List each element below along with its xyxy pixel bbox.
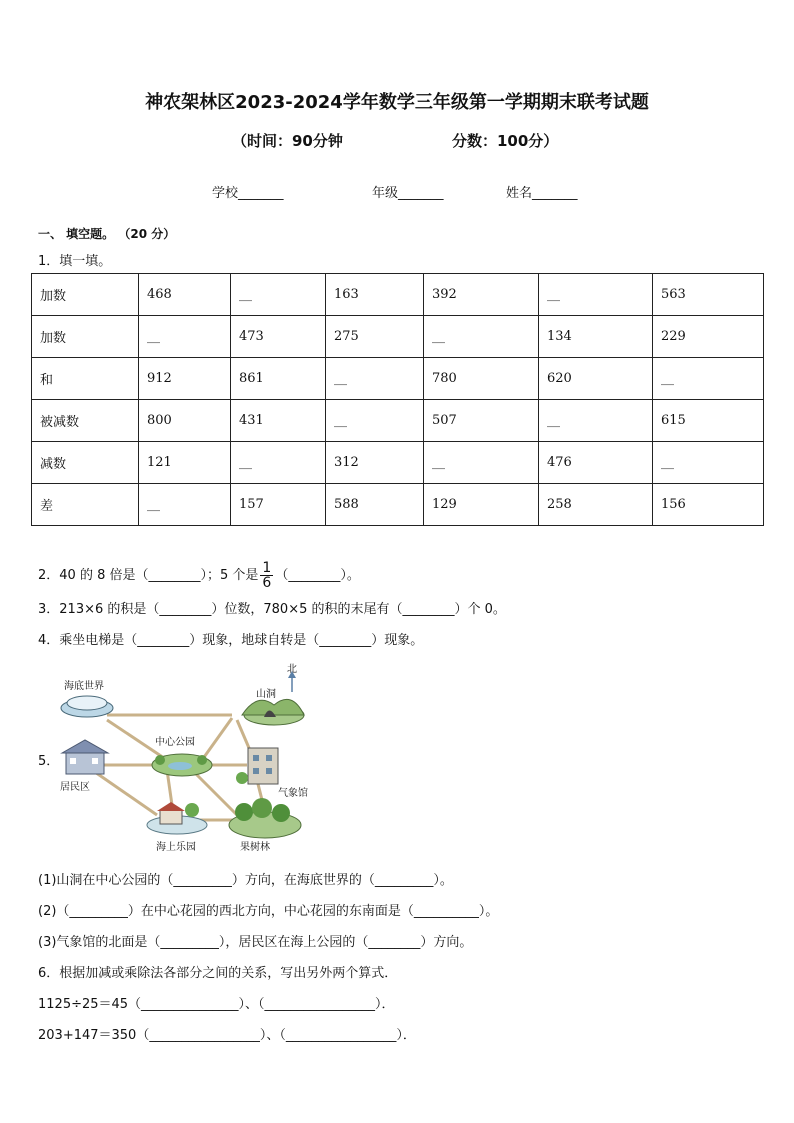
question-3: 3．213×6 的积是（________）位数，780×5 的积的末尾有（________）个 0。 — [38, 602, 506, 617]
table-blank-cell[interactable]: __ — [231, 274, 326, 316]
table-blank-cell[interactable]: __ — [139, 316, 231, 358]
table-cell: 163 — [326, 274, 424, 316]
label-weather-station: 气象馆 — [278, 788, 308, 799]
table-cell: 473 — [231, 316, 326, 358]
table-row-header: 差 — [32, 484, 139, 526]
exam-time: （时间：90分钟 — [232, 132, 343, 150]
residential-icon — [62, 740, 108, 774]
table-blank-cell[interactable]: __ — [539, 274, 653, 316]
table-row-header: 减数 — [32, 442, 139, 484]
table-blank-cell[interactable]: __ — [424, 442, 539, 484]
table-cell: 780 — [424, 358, 539, 400]
table-blank-cell[interactable]: __ — [539, 400, 653, 442]
table-blank-cell[interactable]: __ — [139, 484, 231, 526]
table-cell: 468 — [139, 274, 231, 316]
table-blank-cell[interactable]: __ — [326, 358, 424, 400]
label-residential: 居民区 — [60, 782, 90, 793]
question-2-part2: （________）。 — [275, 568, 360, 583]
table-blank-cell[interactable]: __ — [653, 442, 764, 484]
fill-table — [31, 273, 764, 526]
question-5-sub-3: (3)气象馆的北面是（_________），居民区在海上公园的（________）方向。 — [38, 935, 473, 950]
table-row-header: 被减数 — [32, 400, 139, 442]
label-sea-park: 海上乐园 — [156, 842, 196, 853]
label-cave: 山洞 — [256, 689, 276, 700]
grade-field[interactable]: 年级_______ — [372, 186, 444, 201]
table-cell: 392 — [424, 274, 539, 316]
table-row — [32, 316, 764, 358]
label-ocean-world: 海底世界 — [64, 681, 104, 692]
table-row — [32, 358, 764, 400]
table-row-header: 和 — [32, 358, 139, 400]
table-cell: 476 — [539, 442, 653, 484]
label-orchard: 果树林 — [240, 842, 270, 853]
table-cell: 431 — [231, 400, 326, 442]
table-cell: 912 — [139, 358, 231, 400]
question-2-part1: 2．40 的 8 倍是（________）；5 个是 — [38, 568, 259, 583]
table-cell: 620 — [539, 358, 653, 400]
question-2 — [38, 561, 360, 590]
table-cell: 615 — [653, 400, 764, 442]
label-north: 北 — [287, 664, 297, 675]
table-cell: 229 — [653, 316, 764, 358]
table-cell: 312 — [326, 442, 424, 484]
table-row — [32, 400, 764, 442]
question-1-text: 1．填一填。 — [38, 254, 112, 269]
question-6-line-2: 203+147＝350（_________________）、（_________________）． — [38, 1028, 416, 1043]
section-heading: 一、 填空题。 （20 分） — [38, 227, 176, 241]
table-cell: 563 — [653, 274, 764, 316]
label-central-park: 中心公园 — [155, 737, 195, 748]
question-6-line-1: 1125÷25＝45（_______________）、（_________________）． — [38, 997, 395, 1012]
table-blank-cell[interactable]: __ — [326, 400, 424, 442]
table-cell: 121 — [139, 442, 231, 484]
table-row — [32, 484, 764, 526]
table-row — [32, 442, 764, 484]
table-cell: 156 — [653, 484, 764, 526]
fraction-denominator: 6 — [262, 575, 272, 591]
table-cell: 258 — [539, 484, 653, 526]
table-cell: 275 — [326, 316, 424, 358]
fraction — [260, 561, 273, 590]
sea-park-icon — [147, 802, 207, 834]
question-5-sub-1: (1)山洞在中心公园的（_________）方向，在海底世界的（_________）。 — [38, 873, 453, 888]
table-cell: 129 — [424, 484, 539, 526]
name-field[interactable]: 姓名_______ — [506, 186, 578, 201]
question-5-number: 5． — [38, 754, 60, 769]
school-field[interactable]: 学校_______ — [212, 186, 284, 201]
table-cell: 507 — [424, 400, 539, 442]
table-cell: 800 — [139, 400, 231, 442]
table-blank-cell[interactable]: __ — [424, 316, 539, 358]
ocean-world-icon — [61, 696, 113, 717]
cave-icon — [242, 699, 304, 725]
table-cell: 157 — [231, 484, 326, 526]
page-title: 神农架林区2023-2024学年数学三年级第一学期期末联考试题 — [145, 92, 649, 113]
exam-score: 分数：100分） — [452, 132, 559, 150]
question-5-sub-2: (2)（_________）在中心花园的西北方向，中心花园的东南面是（__________）。 — [38, 904, 499, 919]
table-row-header: 加数 — [32, 274, 139, 316]
table-cell: 588 — [326, 484, 424, 526]
table-cell: 134 — [539, 316, 653, 358]
fraction-numerator: 1 — [262, 560, 272, 576]
orchard-icon — [229, 798, 301, 838]
table-row — [32, 274, 764, 316]
question-4: 4．乘坐电梯是（________）现象，地球自转是（________）现象。 — [38, 633, 424, 648]
question-6-text: 6．根据加减或乘除法各部分之间的关系，写出另外两个算式． — [38, 966, 398, 981]
map-figure — [52, 660, 322, 860]
table-blank-cell[interactable]: __ — [653, 358, 764, 400]
table-cell: 861 — [231, 358, 326, 400]
central-park-icon — [152, 754, 212, 776]
table-blank-cell[interactable]: __ — [231, 442, 326, 484]
table-row-header: 加数 — [32, 316, 139, 358]
